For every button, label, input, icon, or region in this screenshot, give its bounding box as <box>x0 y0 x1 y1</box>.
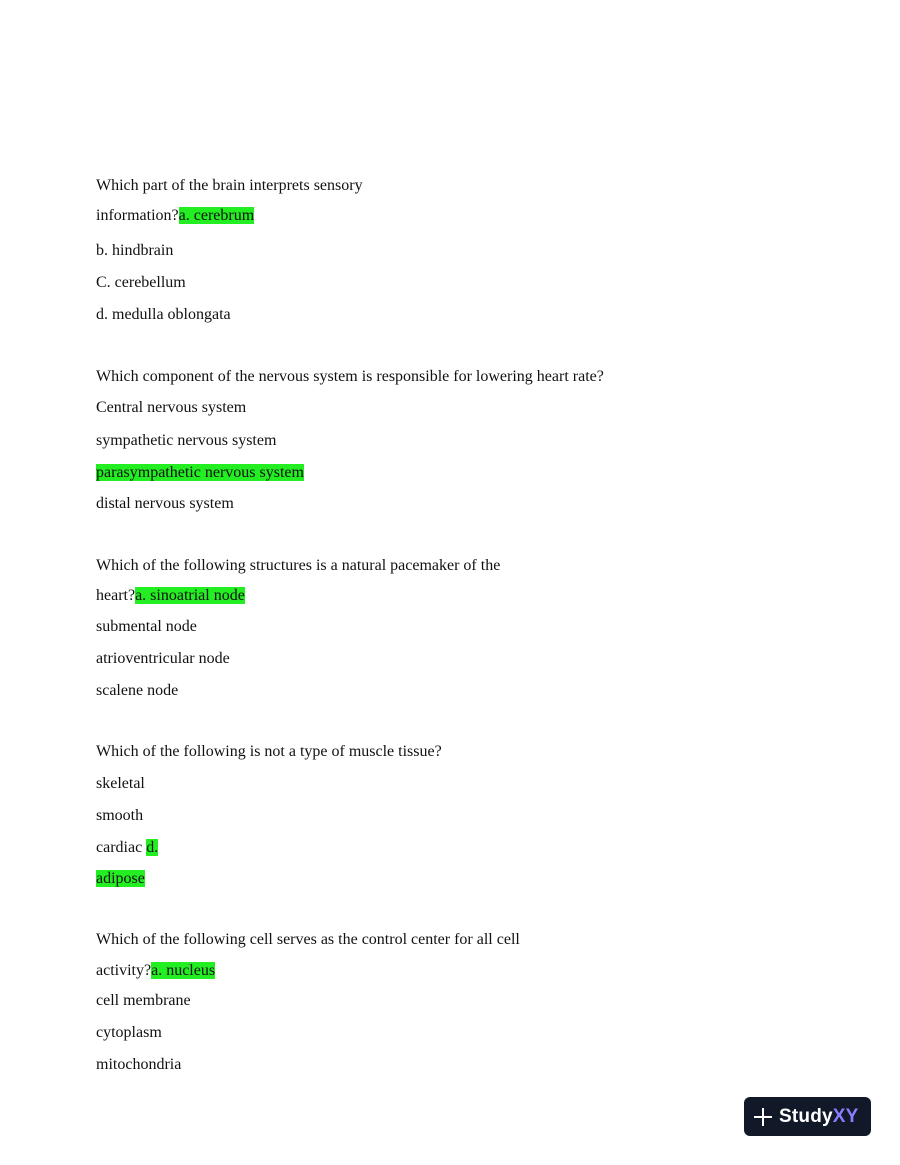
studyxy-logo-badge[interactable] <box>744 1097 871 1136</box>
answer-option: d. medulla oblongata <box>96 306 231 323</box>
answer-option: skeletal <box>96 775 145 792</box>
highlighted-answer-letter: d. <box>146 839 159 856</box>
answer-option: smooth <box>96 807 144 824</box>
logo-wordmark <box>779 1106 859 1128</box>
question-stem-tail: information? <box>96 207 179 224</box>
question-stem-continued <box>96 586 245 606</box>
answer-option: b. hindbrain <box>96 242 174 259</box>
plus-icon <box>753 1107 773 1127</box>
question-stem-tail: activity? <box>96 962 152 979</box>
answer-option-highlighted <box>96 463 304 483</box>
highlighted-answer: parasympathetic nervous system <box>96 464 304 481</box>
answer-option: sympathetic nervous system <box>96 432 277 449</box>
highlighted-answer: a. cerebrum <box>178 207 255 224</box>
answer-option: Central nervous system <box>96 399 247 416</box>
answer-option: cell membrane <box>96 992 191 1009</box>
question-stem: Which of the following is not a type of muscle tissue? <box>96 743 442 760</box>
answer-option-highlighted <box>96 869 145 889</box>
answer-option-text: cardiac <box>96 839 143 856</box>
question-stem-continued <box>96 961 215 981</box>
question-stem-tail: heart? <box>96 587 136 604</box>
answer-option: atrioventricular node <box>96 650 230 667</box>
question-stem: Which of the following structures is a natural pacemaker of the <box>96 557 501 574</box>
answer-option: cytoplasm <box>96 1024 162 1041</box>
question-stem: Which part of the brain interprets sensory <box>96 177 363 194</box>
question-stem: Which component of the nervous system is responsible for lowering heart rate? <box>96 368 604 385</box>
highlighted-answer: adipose <box>96 870 145 887</box>
answer-option <box>96 838 158 858</box>
question-stem: Which of the following cell serves as the control center for all cell <box>96 931 520 948</box>
answer-option: scalene node <box>96 682 179 699</box>
highlighted-answer: a. nucleus <box>151 962 216 979</box>
logo-name-accent: XY <box>832 1105 859 1127</box>
answer-option: mitochondria <box>96 1056 182 1073</box>
answer-option: C. cerebellum <box>96 274 186 291</box>
answer-option: submental node <box>96 618 197 635</box>
question-stem-continued <box>96 206 254 226</box>
logo-name: Study <box>779 1105 833 1127</box>
answer-option: distal nervous system <box>96 495 234 512</box>
highlighted-answer: a. sinoatrial node <box>135 587 245 604</box>
